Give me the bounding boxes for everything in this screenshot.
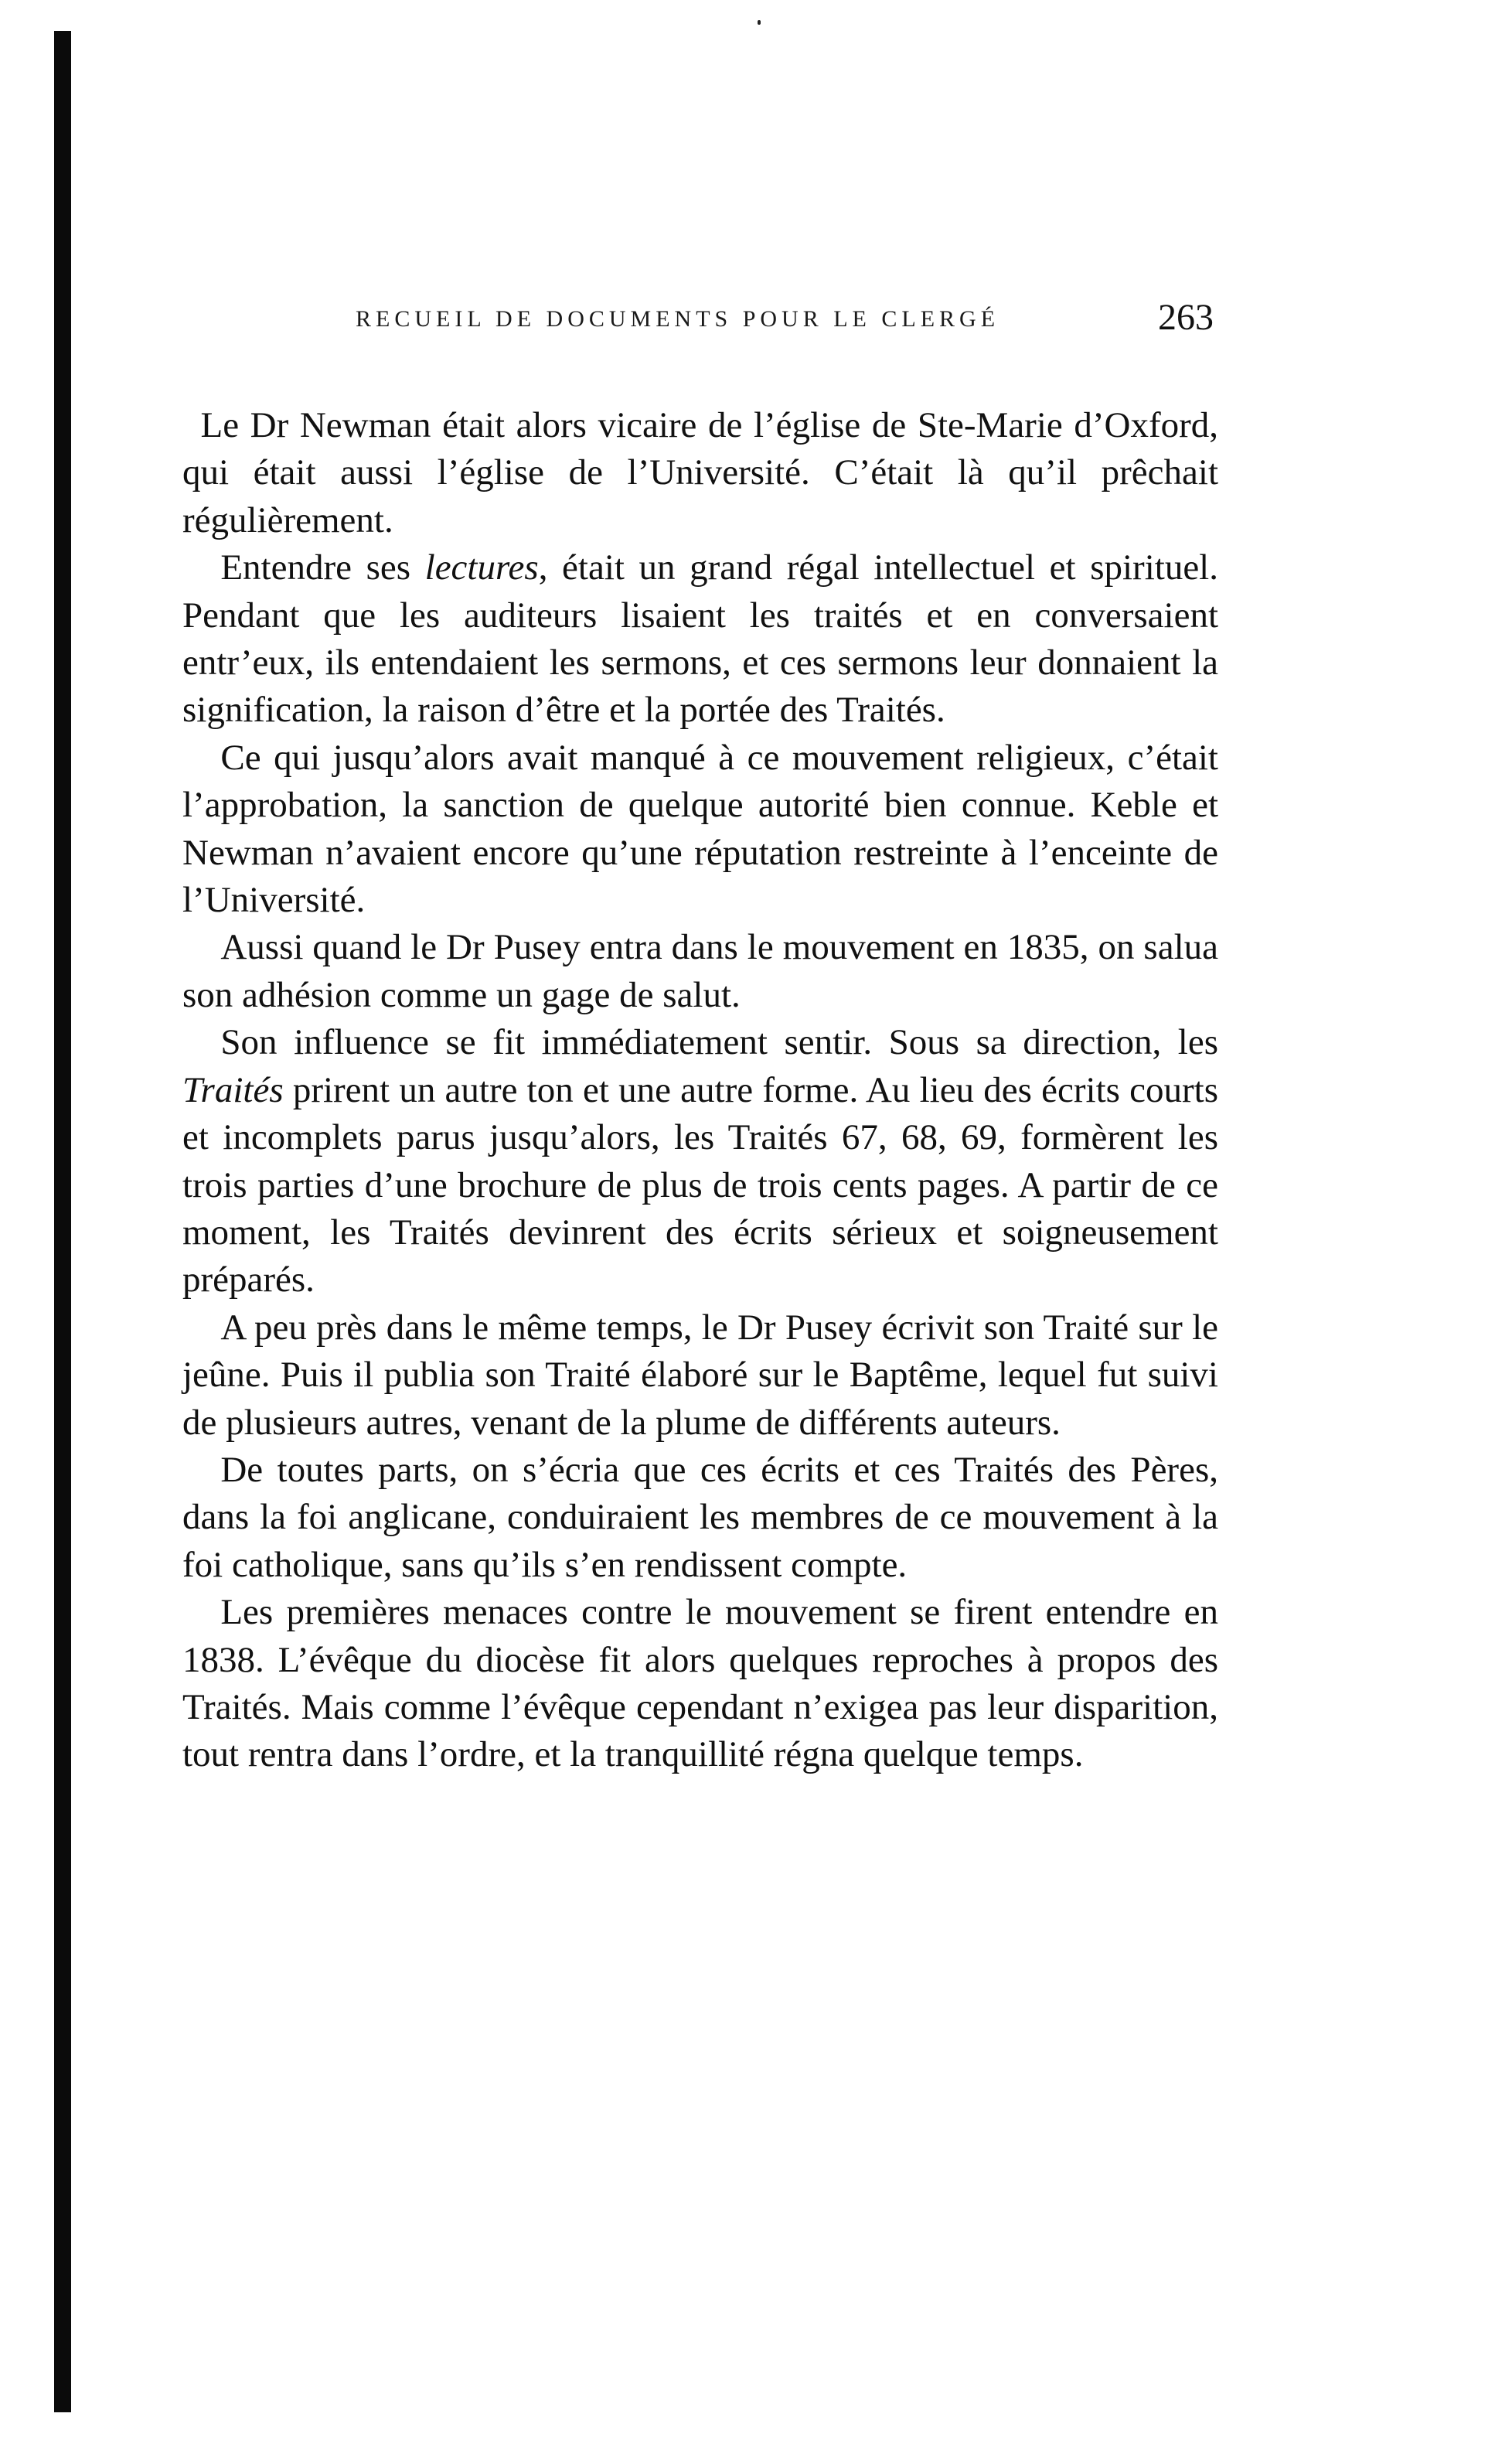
paragraph-8 xyxy=(182,1589,1218,1779)
italic-word-lectures: lectures xyxy=(424,547,539,588)
paragraph-2 xyxy=(182,544,1218,735)
paragraph-text: A peu près dans le même temps, le Dr Pusey écrivit son Traité sur le jeûne. Puis il publia son Traité élaboré sur le Baptême, lequel fut suivi de plusieurs autres, venant de la plume de différents auteurs. xyxy=(182,1307,1218,1443)
paragraph-text: prirent un autre ton et une autre forme. Au lieu des écrits courts et incomplets parus jusqu’alors, les Traités 67, 68, 69, formèrent les trois parties d’une brochure de plus de trois cents pages. A partir de ce moment, les Traités devinrent des écrits sérieux et soigneusement préparés. xyxy=(182,1069,1218,1300)
scan-binding-edge xyxy=(54,31,71,2412)
running-title: RECUEIL DE DOCUMENTS POUR LE CLERGÉ xyxy=(356,306,1000,332)
paragraph-text: De toutes parts, on s’écria que ces écrits et ces Traités des Pères, dans la foi anglicane, conduiraient les membres de ce mouvement à la foi catholique, sans qu’ils s’en rendissent compte. xyxy=(182,1449,1218,1585)
paragraph-6 xyxy=(182,1304,1218,1447)
paragraph-7 xyxy=(182,1447,1218,1589)
page-number: 263 xyxy=(1158,297,1214,338)
paragraph-text: , était un grand régal intellectuel et spirituel. Pendant que les auditeurs lisaient les traités et en conversaient entr’eux, ils entendaient les sermons, et ces sermons leur donnaient la signification, la raison d’être et la portée des Traités. xyxy=(182,547,1218,731)
paragraph-text: Entendre ses xyxy=(220,547,425,588)
paragraph-text: Le Dr Newman était alors vicaire de l’église de Ste-Marie d’Oxford, qui était aussi l’église de l’Université. C’était là qu’il prêchait régulièrement. xyxy=(182,405,1218,540)
paragraph-text: Les premières menaces contre le mouvement se firent entendre en 1838. L’évêque du diocèse fit alors quelques reproches à propos des Traités. Mais comme l’évêque cependant n’exigea pas leur disparition, tout rentra dans l’ordre, et la tranquillité régna quelque temps. xyxy=(182,1592,1218,1775)
italic-word-traites: Traités xyxy=(182,1069,284,1110)
paragraph-text: Aussi quand le Dr Pusey entra dans le mouvement en 1835, on salua son adhésion comme un gage de salut. xyxy=(182,927,1218,1015)
paragraph-5 xyxy=(182,1019,1218,1304)
body-text xyxy=(182,402,1218,1779)
paragraph-4 xyxy=(182,924,1218,1019)
paragraph-text: Ce qui jusqu’alors avait manqué à ce mouvement religieux, c’était l’approbation, la sanction de quelque autorité bien connue. Keble et Newman n’avaient encore qu’une réputation restreinte à l’enceinte de l’Université. xyxy=(182,737,1218,921)
running-head xyxy=(186,292,1214,346)
scan-speck xyxy=(758,20,761,25)
paragraph-1 xyxy=(182,402,1218,544)
paragraph-3 xyxy=(182,735,1218,925)
paragraph-text: Son influence se fit immédiatement sentir. Sous sa direction, les xyxy=(220,1022,1218,1063)
